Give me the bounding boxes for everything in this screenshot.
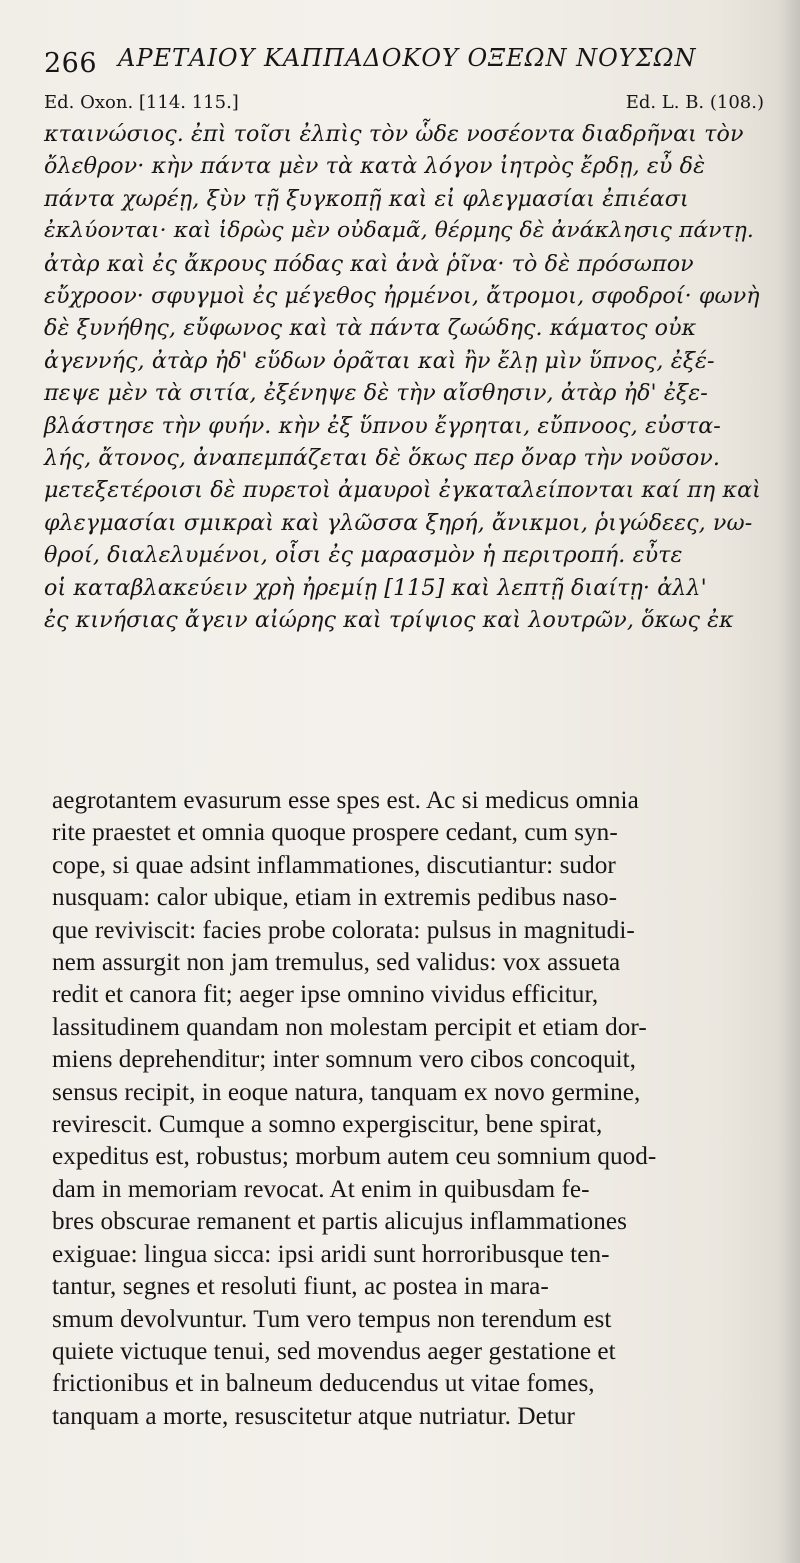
greek-line: ὄλεθρον· κὴν πάντα μὲν τὰ κατὰ λόγον ἰητρὸς ἔρδῃ, εὖ δὲ: [44, 153, 706, 180]
latin-line: frictionibus et in balneum deducendus ut vitae fomes,: [52, 1370, 595, 1398]
latin-line: revirescit. Cumque a somno expergiscitur, bene spirat,: [52, 1111, 603, 1139]
latin-line: redit et canora fit; aeger ipse omnino vividus efficitur,: [52, 981, 599, 1009]
page-number: 266: [44, 48, 98, 79]
latin-line: bres obscurae remanent et partis alicujus inflammationes: [52, 1208, 627, 1236]
latin-line: expeditus est, robustus; morbum autem ceu somnium quod-: [52, 1143, 657, 1171]
latin-line: lassitudinem quandam non molestam percipit et etiam dor-: [52, 1013, 647, 1041]
latin-line: tantur, segnes et resoluti fiunt, ac postea in mara-: [52, 1273, 549, 1301]
edition-references: [44, 92, 764, 118]
latin-line: rite praestet et omnia quoque prospere cedant, cum syn-: [52, 819, 618, 847]
greek-line: οἱ καταβλακεύειν χρὴ ἠρεμίῃ [115] καὶ λεπτῇ διαίτῃ· ἀλλ': [44, 574, 707, 601]
greek-line: ἀτὰρ καὶ ἐς ἄκρους πόδας καὶ ἀνὰ ῥῖνα· τὸ δὲ πρόσωπον: [44, 250, 694, 277]
edition-reference-oxford: Ed. Oxon. [114. 115.]: [44, 92, 239, 113]
greek-line: θροί, διαλελυμένοι, οἷσι ἐς μαρασμὸν ἡ περιτροπή. εὖτε: [44, 542, 683, 569]
latin-line: aegrotantem evasurum esse spes est. Ac si medicus omnia: [52, 787, 639, 814]
latin-line: nusquam: calor ubique, etiam in extremis pedibus naso-: [52, 884, 618, 912]
latin-line: que reviviscit: facies probe colorata: pulsus in magnitudi-: [52, 916, 635, 944]
running-title: ΑΡΕΤΑΙΟΥ ΚΑΠΠΑΔΟΚΟΥ ΟΞΕΩΝ ΝΟΥΣΩΝ: [118, 44, 697, 72]
greek-line: δὲ ξυνήθης, εὔφωνος καὶ τὰ πάντα ζωώδης. κάματος οὐκ: [44, 315, 697, 342]
latin-line: miens deprehenditur; inter somnum vero cibos concoquit,: [52, 1046, 637, 1074]
latin-line: tanquam a morte, resuscitetur atque nutriatur. Detur: [52, 1402, 575, 1430]
greek-line: φλεγμασίαι σμικραὶ καὶ γλῶσσα ξηρή, ἄνικμοι, ῥιγώδεες, νω-: [44, 509, 753, 536]
latin-line: nem assurgit non jam tremulus, sed validus: vox assueta: [52, 949, 621, 977]
greek-line: λής, ἄτονος, ἀναπεμπάζεται δὲ ὅκως περ ὄναρ τὴν νοῦσον.: [44, 445, 721, 472]
latin-line: quiete victuque tenui, sed movendus aeger gestatione et: [52, 1337, 616, 1365]
latin-line: cope, si quae adsint inflammationes, discutiantur: sudor: [52, 851, 616, 879]
page-header: [44, 44, 764, 84]
greek-line: ἐς κινήσιας ἄγειν αἰώρης καὶ τρίψιος καὶ λουτρῶν, ὅκως ἐκ: [44, 607, 734, 634]
greek-line: ἐκλύονται· καὶ ἱδρὼς μὲν οὐδαμᾶ, θέρμης δὲ ἀνάκλησις πάντῃ.: [44, 218, 754, 244]
latin-line: dam in memoriam revocat. At enim in quibusdam fe-: [52, 1175, 590, 1203]
page-edge-shadow: [778, 0, 800, 1563]
latin-line: sensus recipit, in eoque natura, tanquam ex novo germine,: [52, 1078, 641, 1106]
greek-line: πεψε μὲν τὰ σιτία, ἐξένηψε δὲ τὴν αἴσθησιν, ἀτὰρ ἠδ' ἐξε-: [44, 380, 708, 407]
greek-line: πάντα χωρέῃ, ξὺν τῇ ξυγκοπῇ καὶ εἰ φλεγμασίαι ἐπιέασι: [44, 185, 689, 212]
latin-translation-block: [52, 785, 768, 1433]
greek-line: κταινώσιος. ἐπὶ τοῖσι ἐλπὶς τὸν ὧδε νοσέοντα διαδρῆναι τὸν: [44, 121, 744, 147]
greek-line: βλάστησε τὴν φυήν. κὴν ἐξ ὕπνου ἔγρηται, εὔπνοος, εὐστα-: [44, 412, 721, 439]
greek-line: εὔχροον· σφυγμοὶ ἐς μέγεθος ἠρμένοι, ἄτρομοι, σφοδροί· φωνὴ: [44, 283, 760, 310]
edition-reference-leiden: Ed. L. B. (108.): [625, 92, 764, 113]
latin-line: smum devolvuntur. Tum vero tempus non terendum est: [52, 1305, 612, 1333]
greek-line: μετεξετέροισι δὲ πυρετοὶ ἀμαυροὶ ἐγκαταλείπονται καί πη καὶ: [44, 477, 761, 504]
greek-line: ἀγεννής, ἀτὰρ ἠδ' εὕδων ὁρᾶται καὶ ἢν ἔλῃ μὶν ὕπνος, ἐξέ-: [44, 347, 715, 374]
greek-text-block: [44, 118, 766, 637]
latin-line: exiguae: lingua sicca: ipsi aridi sunt horroribusque ten-: [52, 1240, 610, 1268]
